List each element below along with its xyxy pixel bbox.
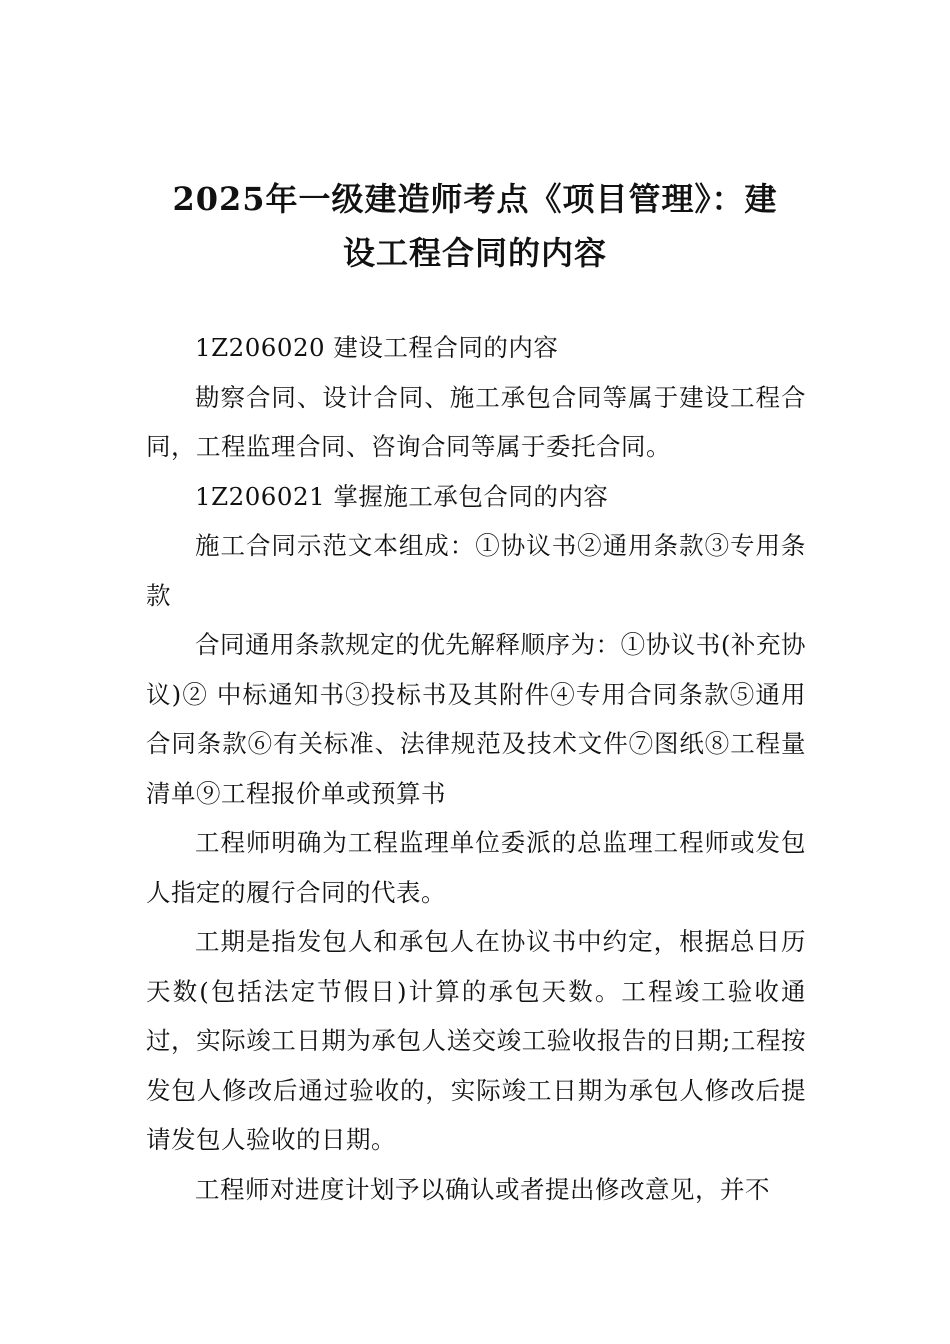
paragraph-engineer-definition: 工程师明确为工程监理单位委派的总监理工程师或发包人指定的履行合同的代表。 bbox=[146, 828, 806, 907]
section-heading-1z206021: 1Z206021 掌握施工承包合同的内容 bbox=[195, 481, 609, 511]
paragraph-duration-definition: 工期是指发包人和承包人在协议书中约定，根据总日历天数(包括法定节假日)计算的承包天数。工程竣工验收通过，实际竣工日期为承包人送交竣工验收报告的日期;工程按发包人修改后通过验收的，实际竣工日期为承包人修改后提请发包人验收的日期。 bbox=[146, 927, 806, 1154]
title-line-2: 设工程合同的内容 bbox=[342, 234, 607, 272]
paragraph-schedule-confirmation: 工程师对进度计划予以确认或者提出修改意见，并不 bbox=[195, 1174, 770, 1204]
section-heading-1z206020: 1Z206020 建设工程合同的内容 bbox=[195, 333, 559, 362]
document-body bbox=[146, 323, 806, 1214]
document-title bbox=[150, 172, 800, 280]
paragraph-contract-composition: 施工合同示范文本组成：①协议书②通用条款③专用条款 bbox=[146, 531, 806, 610]
title-line-1: 2025年一级建造师考点《项目管理》：建 bbox=[172, 180, 778, 218]
paragraph-contract-types: 勘察合同、设计合同、施工承包合同等属于建设工程合同，工程监理合同、咨询合同等属于委托合同。 bbox=[146, 382, 806, 461]
paragraph-interpretation-order: 合同通用条款规定的优先解释顺序为：①协议书(补充协议)② 中标通知书③投标书及其附件④专用合同条款⑤通用合同条款⑥有关标准、法律规范及技术文件⑦图纸⑧工程量清单⑨工程报价单或预算书 bbox=[146, 630, 806, 808]
